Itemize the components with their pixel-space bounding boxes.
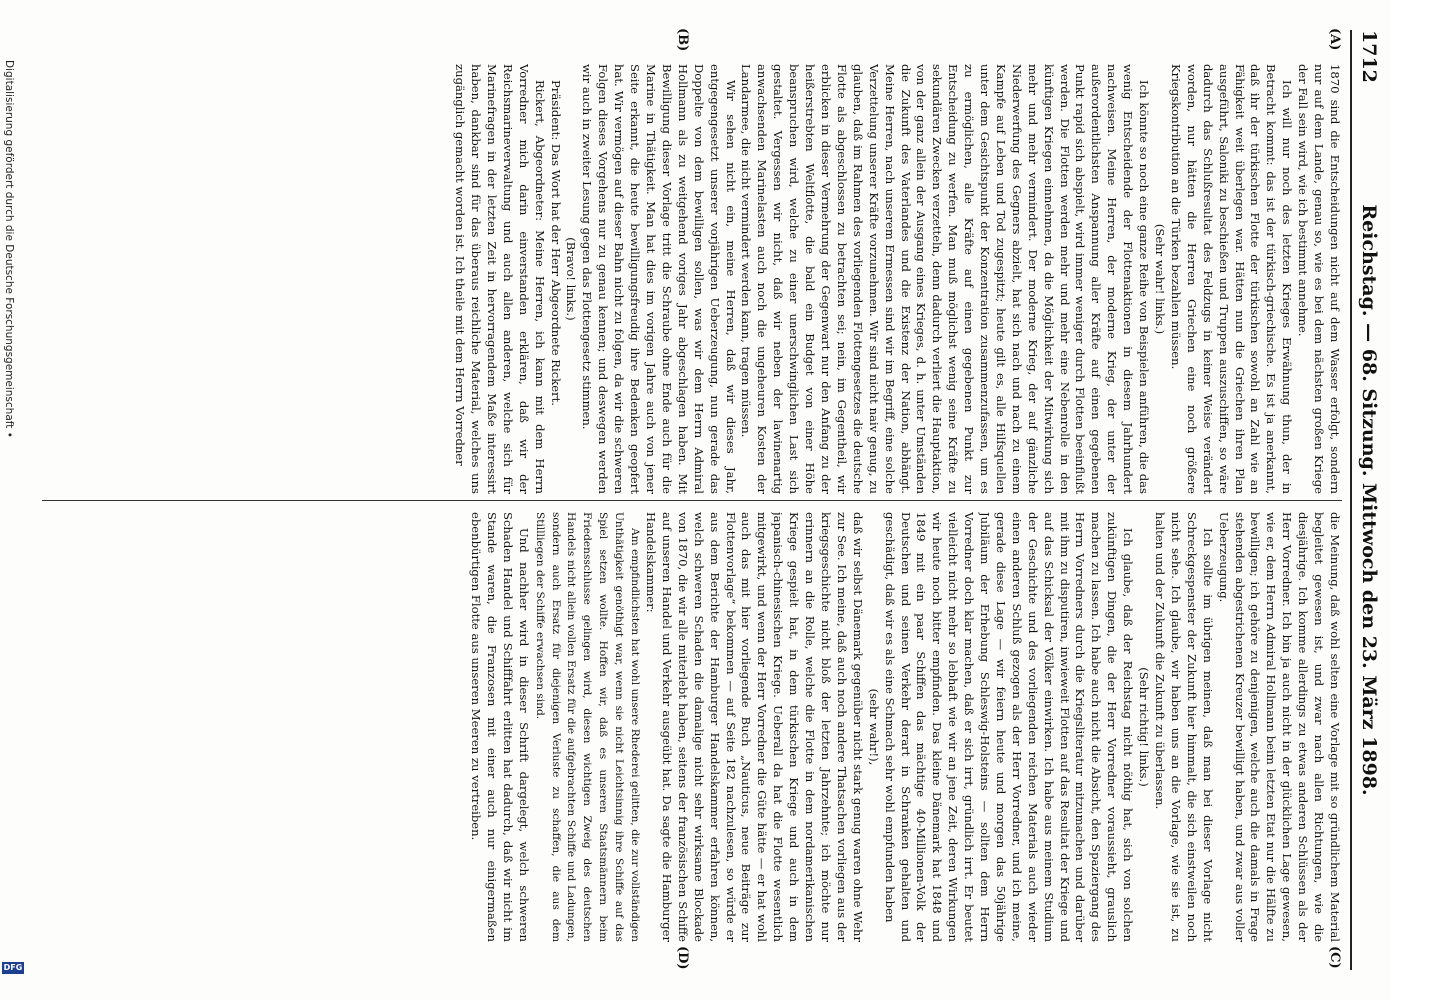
paragraph: daß wir selbst Dänemark gegenüber nicht stark genug waren ohne Wehr zur See. Ich meine, daß auch noch andere Thatsachen vorliegen aus der kriegsgeschichte nicht bloß der letzten Jahrzehnte; ich möchte nur erinnern an die Rolle, welche die Flotte in dem nordamerikanischen Kriege gespielt hat, in dem türkischen Kriege und auch in dem japanisch-chinesischen Kriege. Ueberall da hat die Flotte wesentlich mitgewirkt, und wenn der Herr Vorredner die Güte hätte — er hat wohl auch das mit hier vorliegende Buch „Nauticus, neue Beiträge zur Flottenvorlage“ bekommen — auf Seite 182 nachzulesen, so würde er aus dem Berichte der Hamburger Handelskammer erfahren können, welch schweren Schaden die damalige nicht sehr wirksame Blockade von 1870, die wir alle miterlebt haben, seitens der französischen Schiffe auf unseren Handel und Verkehr ausgeübt hat. Da sagte die Hamburger Handelskammer: xyxy=(644,512,865,942)
paragraph: Ich glaube, daß der Reichstag nicht nöthig hat, sich von solchen zukünftigen Dingen, die der Herr Vorredner voraussieht, grauslich machen zu lassen. Ich habe auch nicht die Absicht, den Spaziergang des Herrn Vorredners durch die Kriegsliteratur mitzumachen und darüber mit ihm zu disputiren, inwieweit Flotten auf das Resultat der Kriege und auf das Schicksal der Völker einwirken. Ich habe aus meinem Studium der Geschichte und des vorliegenden reichen Materials auch wieder einen anderen Schluß gezogen als der Herr Vorredner, und ich meine, gerade diese Lage — wir feiern heute und morgen das 50jährige Jubiläum der Erhebung Schleswig-Holsteins — sollten dem Herrn Vorredner doch klar machen, daß er sich irrt, gründlich irrt. Er beutet vielleicht nicht mehr so lebhaft wie wir an jene Zeit, deren Wirkungen wir heute noch bitter empfinden. Das kleine Dänemark hat 1848 und 1849 mit ein paar Schiffen das mächtige 40-Millionen-Volk der Deutschen und seinen Verkehr derart in Schranken gehalten und geschädigt, daß wir es als eine Schmach sehr wohl empfunden haben xyxy=(882,512,1136,942)
right-column xyxy=(22,512,1342,942)
paragraph: Wir sehen nicht ein, meine Herren, daß wir dieses Jahr, entgegengesetzt unserer vorjährigen Ueberzeugung, nun gerade das Doppelte von dem bewilligen sollen, was wir dem Herrn Admiral Hollmann als zu weitgehend voriges Jahr abgeschlagen haben. Mit Bewilligung dieser Vorlage tritt die Schraube ohne Ende auch für die Marine in Thätigkeit. Man hat dies im vorigen Jahre auch von jener Seite erkannt, die heute bewilligungsfreudig ihre Bedenken geopfert hat. Wir vermögen auf dieser Bahn nicht zu folgen, da wir die schweren Folgen dieses Vorgehens nur zu genau kennen; und deswegen werden wir auch in zweiter Lesung gegen das Flottengesetz stimmen. xyxy=(580,64,738,494)
page-number: 1712 xyxy=(1358,30,1380,83)
interjection: (Bravo! links.) xyxy=(564,237,579,321)
left-column xyxy=(22,64,1342,494)
paragraph: Ich will nur noch des letzten Krieges Erwähnung thun, der in Betracht kommt: das ist der türkisch-griechische. Es ist ja anerkannt, daß ihr der türkischen Flotte der türkischen sowohl an Zahl wie an Fähigkeit weit überlegen war. Hätten nun die Griechen ihren Plan ausgeführt, Saloniki zu beschießen und Truppen auszuschiffen, so wäre dadurch das Schlußresultat des Feldzugs in keiner Weise verändert worden, nur hätten die Herren Griechen eine noch größere Kriegskontribution an die Türken bezahlen müssen. xyxy=(1168,64,1295,494)
block-quote: Am empfindlichsten hat wohl unsere Rhederei gelitten, die zur vollständigen Unthätigkeit genöthigt war, wenn sie nicht Leichtsinnig ihre Schiffe auf das Spiel setzen wollte. Hoffen wir, daß es unseren Staatsmännern beim Friedensschlusse gelingen wird, diesen wichtigen Zweig des deutschen Handels nicht allein vollen Ersatz für die aufgebrachten Schiffe und Ladungen, sondern auch Ersatz für diejenigen Verluste zu schaffen, die aus dem Stillliegen der Schiffe erwachsen sind. xyxy=(533,512,642,942)
digitization-credit xyxy=(1,60,15,990)
page-header xyxy=(1350,30,1382,970)
interjection: (sehr wahr!), xyxy=(866,688,881,766)
dfg-logo: DFG xyxy=(3,963,23,972)
paragraph: Ich sollte im übrigen meinen, daß man bei dieser Vorlage nicht Schreckgespenster der Zukunft hier himmalt, die sich einstweilen noch nicht sehe. Ich glaube, wir haben uns an die Vorlage, wie sie ist, zu halten und der Zukunft die Zukunft zu überlassen. xyxy=(1153,512,1215,942)
credit-text: Digitalisierung gefördert durch die Deutsche Forschungsgemeinschaft • xyxy=(3,60,15,438)
paragraph: 1870 sind die Entscheidungen nicht auf dem Wasser erfolgt, sondern nur auf dem Lande, genau so, wie es bei dem nächsten großen Kriege der Fall sein wird, wie ich bestimmt annehme. xyxy=(1296,64,1342,494)
margin-marker-c: (C) xyxy=(1327,946,1342,969)
column-divider xyxy=(42,500,1342,501)
margin-marker-b: (B) xyxy=(675,28,690,52)
margin-marker-a: (A) xyxy=(1327,28,1342,51)
paragraph: Und nachher wird in dieser Schrift dargelegt, welch schweren Schaden Handel und Schifffahrt erlitten hat dadurch, daß wir nicht im Stande waren, die Franzosen mit einer auch nur einigermaßen ebenbürtigen Flotte aus unseren Meeren zu vertreiben. xyxy=(469,512,531,942)
margin-marker-d: (D) xyxy=(675,946,690,970)
paragraph: Ich könnte so noch eine ganze Reihe von Beispielen anführen, die das wenig Entscheidende der Flottenaktionen in diesem Jahrhundert nachweisen. Meine Herren, der moderne Krieg, der unter der außerordentlichsten Anspannung aller Kräfte auf einen gegebenen Punkt rapid sich abspielt, wird immer weniger durch Flotten beeinflußt werden. Die Flotten werden mehr und mehr eine Nebenrolle in den künftigen Kriegen einnehmen, da die Möglichkeit der Mitwirkung sich mehr und mehr vermindert. Der moderne Krieg, der auf gänzliche Niederwerfung des Gegners abzielt, hat sich nach und nach zu einem Kampfe auf Leben und Tod zugespitzt; heute gilt es, alle Hilfsquellen unter dem Gesichtspunkt der Konzentration zusammenzufassen, um es zu ermöglichen, alle Kräfte auf einen gegebenen Punkt zur Entscheidung zu werfen. Man muß möglichst wenig seine Kräfte zu sekundären Zwecken verzetteln, denn dadurch verliert die Hauptaktion, von der ganz allein der Ausgang eines Krieges, d. h. unter Umständen die Zukunft des Vaterlandes und die Existenz der Nation, abhängt. Meine Herren, nach unserem Ermessen sind wir im Begriff, eine solche Verzettelung unserer Kräfte vorzunehmen. Wir sind nicht naiv genug, zu glauben, daß im Rahmen des vorliegenden Flottengesetzes die deutsche Flotte als abgeschlossen zu betrachten sei; nein, im Gegentheil, wir erblicken in dieser Vermehrung der Gegenwart nur den Anfang zu der heißerstrebten Weltflotte, die bald ein Budget von einer Höhe beanspruchen wird, welche zu einer unerschwinglichen Last sich gestaltet. Vergessen wir nicht, daß wir neben der lawinenartig anwachsenden Marinelasten auch noch die ungeheuren Kosten der Landarmee, die nicht vermindert werden kann, tragen müssen. xyxy=(739,64,1152,494)
paragraph: die Meinung, daß wohl selten eine Vorlage mit so gründlichem Material begleitet gewesen ist, und zwar nach allen Richtungen, wie die diesjährige. Ich komme allerdings zu etwas anderen Schlüssen als der Herr Vorredner. Ich bin ja auch nicht in der glücklichen Lage gewesen, wie er, dem Herrn Admiral Hollmann beim letzten Etat nur die Hälfte zu bewilligen; ich gehöre zu denjenigen, welche auch die damals in Frage stehenden abgestrichenen Kreuzer bewilligt haben, und zwar aus voller Ueberzeugung. xyxy=(1216,512,1342,942)
interjection: (Sehr wahr! links.) xyxy=(1153,223,1168,335)
speaker-intro: Rickert, Abgeordneter: Meine Herren, ich kann mit dem Herrn Vorredner mich darin einverstanden erklären, daß wir der Reichsmarineverwaltung und auch allen anderen, welche sich für Marinefragen in der letzten Zeit in hervorragendem Maße interessirt haben, dankbar sind für das überaus reichliche Material, welches uns zugänglich gemacht worden ist. Ich theile mit dem Herrn Vorredner xyxy=(453,64,547,494)
page-title: Reichstag. — 68. Sitzung. Mittwoch den 23. März 1898. xyxy=(1358,204,1380,796)
president-line: Präsident: Das Wort hat der Herr Abgeordnete Rickert. xyxy=(548,80,563,406)
interjection: (Sehr richtig! links.) xyxy=(1137,667,1152,787)
